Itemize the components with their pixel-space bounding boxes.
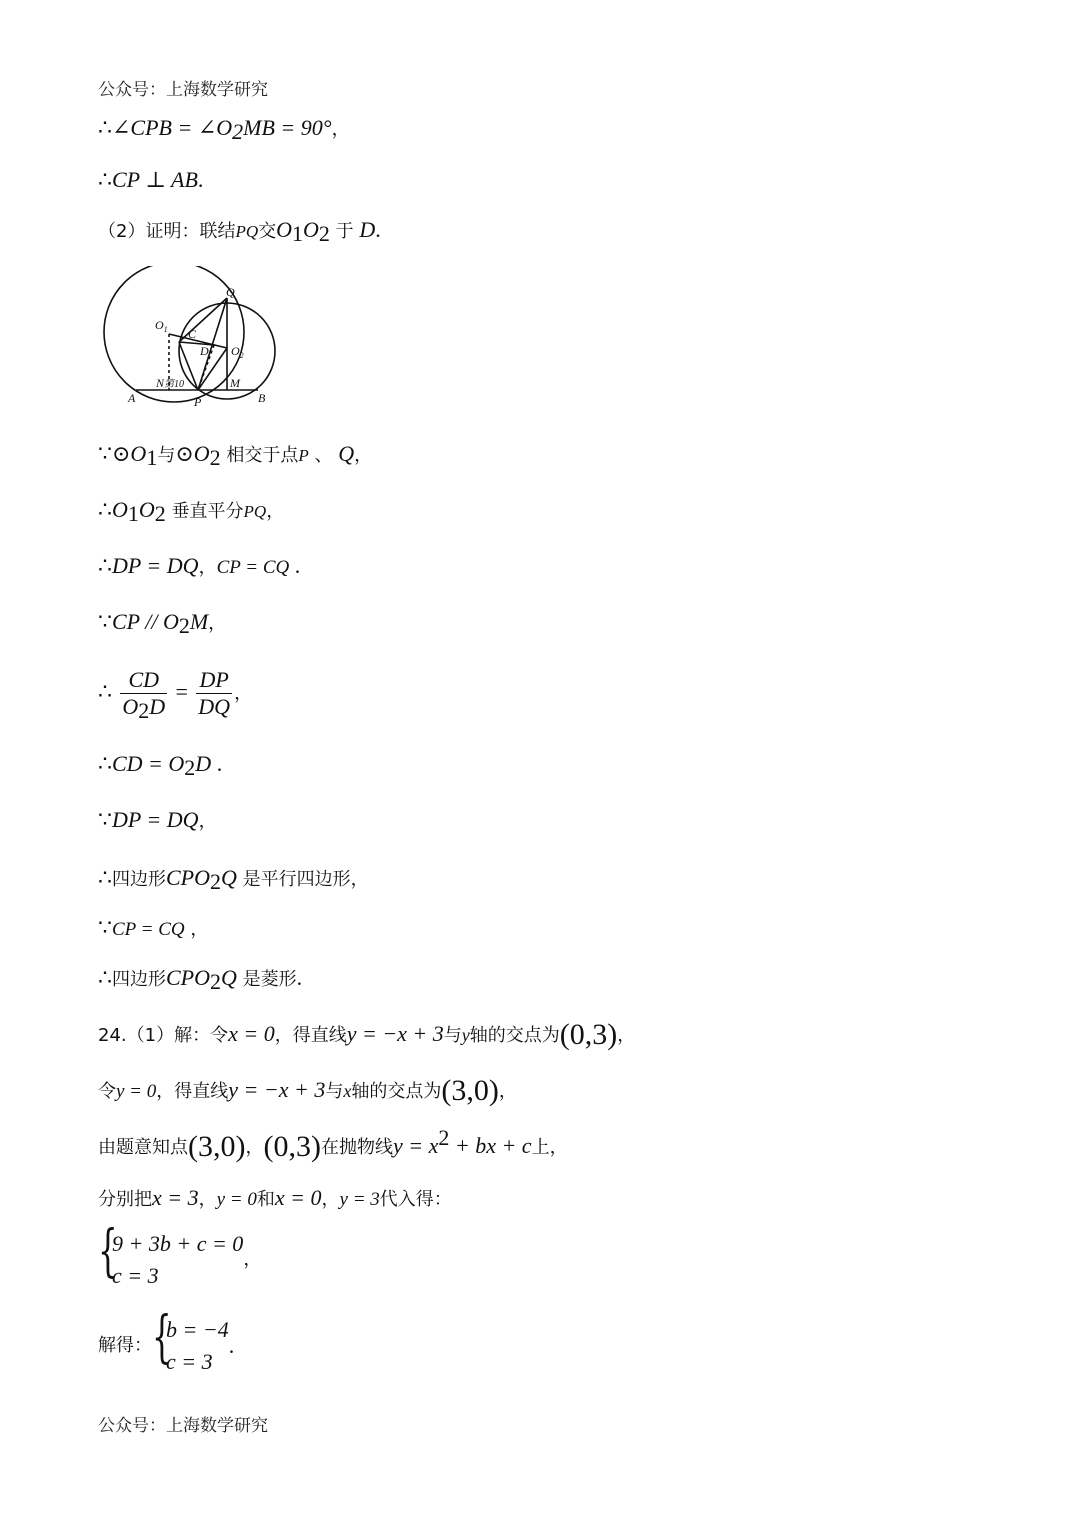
page-header: 公众号：上海数学研究 bbox=[98, 80, 268, 100]
segment-o1o2 bbox=[169, 334, 227, 348]
proof-line-12: ∵CP = CQ ， bbox=[98, 915, 209, 940]
equation-system-solution: 解得： { b = −4 c = 3 . bbox=[98, 1305, 235, 1374]
proof-line-7: ∵CP // $O_2M$， bbox=[98, 609, 227, 638]
label-d: D bbox=[200, 344, 209, 358]
proof-line-2: ∴CP ⊥ AB. bbox=[98, 167, 204, 192]
label-n: N bbox=[156, 376, 165, 390]
proof-line-11: ∴四边形$CPO_2Q$ 是平行四边形， bbox=[98, 865, 369, 894]
label-o1: O bbox=[155, 318, 164, 332]
label-q: Q bbox=[226, 285, 235, 299]
proof-line-8: ∴ $\frac{CD}{O_2D}$ = $\frac{DP}{DQ}$ ， bbox=[98, 667, 253, 723]
label-note: 第10 bbox=[164, 379, 184, 390]
label-o2: O bbox=[231, 344, 240, 358]
proof-line-10: ∵DP = DQ， bbox=[98, 807, 217, 832]
proof-line-1: ∴∠CPB = $\angle O_2MB = 90^\circ$， bbox=[98, 115, 350, 144]
proof-line-6: ∴DP = DQ，CP = CQ . bbox=[98, 553, 301, 578]
solution-24-line-1: 24.（1）解：令x = 0，得直线y = −x + 3与y轴的交点为(0,3)， bbox=[98, 1018, 636, 1051]
two-circles-figure bbox=[98, 266, 288, 411]
equation-system-1: { 9 + 3b + c = 0 c = 3 ， bbox=[98, 1219, 262, 1288]
label-a: A bbox=[128, 391, 136, 405]
label-c: C bbox=[188, 327, 197, 341]
svg-text:O1: $O_1$ bbox=[155, 318, 168, 334]
solution-24-line-3: 由题意知点(3,0)，(0,3)在抛物线$y = x^2$ + bx + c上， bbox=[98, 1125, 568, 1163]
solution-24-line-2: 令y = 0，得直线y = −x + 3与x轴的交点为(3,0)， bbox=[98, 1074, 517, 1107]
solution-24-line-4: 分别把x = 3，y = 0和x = 0，y = 3代入得： bbox=[98, 1185, 452, 1210]
proof-part-2-heading: （2）证明：联结PQ交$O_1O_2$ 于 D. bbox=[98, 217, 381, 246]
label-m: M bbox=[230, 376, 240, 390]
page-footer: 公众号：上海数学研究 bbox=[98, 1416, 268, 1436]
fraction-dp-dq: $\frac{DP}{DQ}$ bbox=[198, 667, 231, 719]
proof-line-13: ∴四边形$CPO_2Q$ 是菱形. bbox=[98, 965, 303, 994]
label-p: P bbox=[194, 395, 202, 409]
proof-line-9: ∴CD = $O_2D$ . bbox=[98, 751, 223, 780]
svg-text:O2: $O_2$ bbox=[231, 344, 244, 360]
proof-line-4: $\because⊙O_1$与$⊙O_2$ 相交于点P 、 Q， bbox=[98, 441, 373, 470]
label-b: B bbox=[258, 391, 266, 405]
fraction-cd-o2d: $\frac{CD}{O_2D}$ bbox=[122, 667, 166, 723]
proof-line-5: $\therefore O_1O_2$ 垂直平分PQ， bbox=[98, 497, 285, 526]
